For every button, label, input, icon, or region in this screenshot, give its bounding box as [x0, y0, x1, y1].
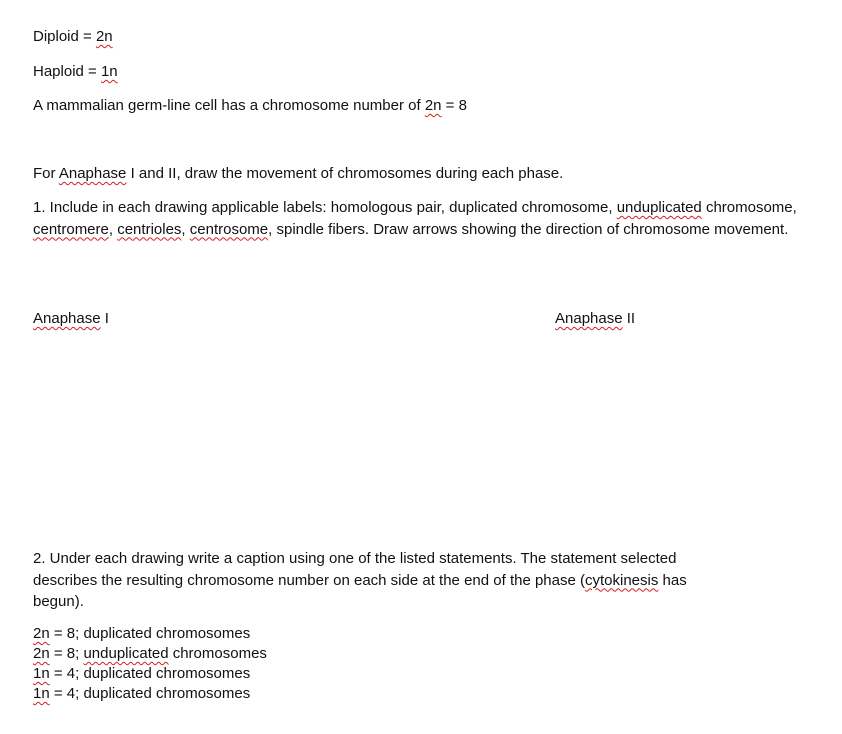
germ-line-statement [33, 95, 467, 116]
haploid-definition [33, 61, 118, 82]
caption-option [33, 644, 267, 664]
caption-option [33, 684, 267, 704]
anaphase-ii-label [555, 308, 635, 329]
anaphase-i-numeral: I [100, 310, 109, 327]
item1-text-e: , [108, 220, 118, 238]
item1-centrioles: centrioles [117, 220, 182, 238]
germ-line-2n: 2n [424, 97, 442, 114]
diploid-value: 2n [95, 28, 113, 45]
anaphase-i-label [33, 308, 109, 329]
instruction-item-2 [33, 548, 733, 613]
haploid-value: 1n [100, 63, 118, 80]
instruction-item-1 [33, 197, 803, 240]
item1-centromere: centromere [33, 220, 109, 238]
item1-text-a: 1. Include in each drawing applicable labels: homologous pair, duplicated chromosome, [33, 199, 617, 216]
diploid-definition [33, 26, 113, 47]
caption-option [33, 624, 267, 644]
item1-unduplicated: unduplicated [616, 199, 702, 216]
item2-text-a: 2. Under each drawing write a caption using one of the listed statements. The statement selected describes the resulting chromosome number on each side at the end of the phase ( [33, 550, 677, 589]
item1-text-g: , [181, 220, 190, 238]
item1-text-i: , spindle fibers. Draw arrows showing the direction of chromosome movement. [268, 220, 789, 238]
option-tail: chromosomes [168, 645, 267, 662]
intro-suffix: I and II, draw the movement of chromosomes during each phase. [126, 165, 564, 182]
option-text: = 8; duplicated chromosomes [49, 625, 251, 642]
option-flagged-word: unduplicated [83, 645, 169, 662]
intro-anaphase: Anaphase [58, 165, 127, 182]
caption-option [33, 664, 267, 684]
intro-prefix: For [33, 165, 59, 182]
germ-line-text: A mammalian germ-line cell has a chromosome number of [33, 97, 425, 114]
option-ploidy: 1n [33, 685, 50, 702]
anaphase-i-word: Anaphase [33, 310, 101, 327]
anaphase-ii-word: Anaphase [555, 310, 623, 327]
option-ploidy: 2n [33, 645, 50, 662]
caption-options [33, 624, 267, 704]
option-ploidy: 2n [33, 625, 50, 642]
item2-text-c: has begun). [33, 571, 687, 610]
anaphase-ii-numeral: II [622, 310, 636, 327]
item1-text-c: chromosome, [701, 199, 797, 216]
item1-centrosome: centrosome [189, 220, 269, 238]
instructions-intro [33, 163, 563, 184]
option-text: = 4; duplicated chromosomes [49, 665, 251, 682]
option-text: = 4; duplicated chromosomes [49, 685, 251, 702]
germ-line-number: = 8 [441, 97, 467, 114]
diploid-label: Diploid = [33, 28, 96, 45]
item2-cytokinesis: cytokinesis [585, 571, 659, 589]
haploid-label: Haploid = [33, 63, 101, 80]
option-text: = 8; [49, 645, 84, 662]
option-ploidy: 1n [33, 665, 50, 682]
